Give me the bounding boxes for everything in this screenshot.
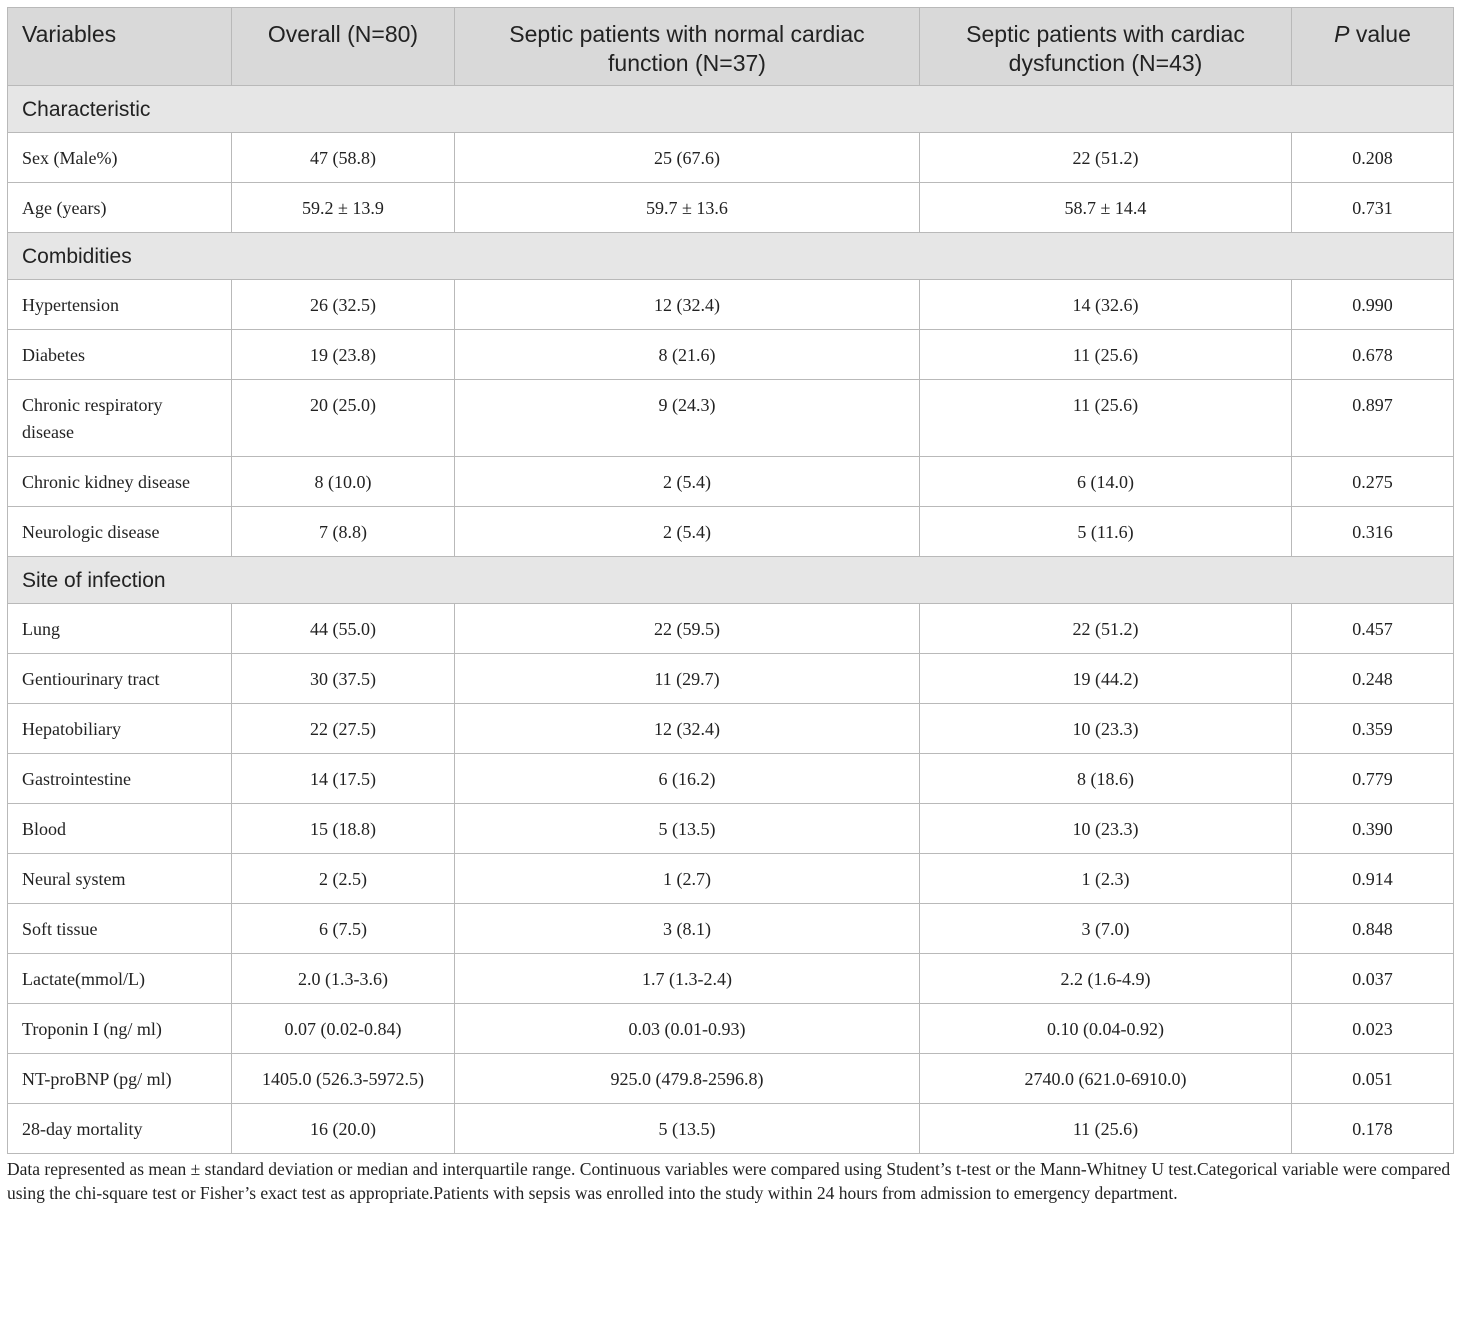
p-value-suffix: value [1349, 21, 1411, 47]
section-site-of-infection: Site of infection [8, 557, 1454, 604]
row-label: Neurologic disease [8, 507, 232, 557]
cell-dysfunction: 3 (7.0) [920, 904, 1292, 954]
section-characteristic: Characteristic [8, 86, 1454, 133]
header-row [8, 8, 1454, 86]
cell-dysfunction: 2740.0 (621.0-6910.0) [920, 1054, 1292, 1104]
cell-overall: 8 (10.0) [232, 457, 455, 507]
cell-normal: 5 (13.5) [455, 804, 920, 854]
cell-p-value: 0.359 [1292, 704, 1454, 754]
cell-p-value: 0.316 [1292, 507, 1454, 557]
row-label: Blood [8, 804, 232, 854]
cell-dysfunction: 10 (23.3) [920, 804, 1292, 854]
cell-overall: 14 (17.5) [232, 754, 455, 804]
table-container [7, 7, 1453, 1205]
table-row [8, 183, 1454, 233]
table-row [8, 1054, 1454, 1104]
row-label: Hypertension [8, 280, 232, 330]
cell-overall: 47 (58.8) [232, 133, 455, 183]
header-p-value [1292, 8, 1454, 86]
cell-normal: 6 (16.2) [455, 754, 920, 804]
cell-overall: 19 (23.8) [232, 330, 455, 380]
cell-normal: 2 (5.4) [455, 507, 920, 557]
cell-dysfunction: 6 (14.0) [920, 457, 1292, 507]
row-label: Chronic kidney disease [8, 457, 232, 507]
row-label: Age (years) [8, 183, 232, 233]
cell-dysfunction: 14 (32.6) [920, 280, 1292, 330]
cell-p-value: 0.248 [1292, 654, 1454, 704]
table-footnote: Data represented as mean ± standard deviation or median and interquartile range. Continuous variables were compared using Student’s t-test or the Mann-Whitney U test.Categorical variable were compared using the chi-square test or Fisher’s exact test as appropriate.Patients with sepsis was enrolled into the study within 24 hours from admission to emergency department. [7, 1159, 1451, 1203]
cell-overall: 15 (18.8) [232, 804, 455, 854]
cell-p-value: 0.051 [1292, 1054, 1454, 1104]
cell-p-value: 0.897 [1292, 380, 1454, 457]
table-row [8, 380, 1454, 457]
table-row [8, 280, 1454, 330]
table-row [8, 1104, 1454, 1154]
row-label: Hepatobiliary [8, 704, 232, 754]
cell-p-value: 0.037 [1292, 954, 1454, 1004]
cell-p-value: 0.178 [1292, 1104, 1454, 1154]
cell-normal: 11 (29.7) [455, 654, 920, 704]
cell-p-value: 0.731 [1292, 183, 1454, 233]
cell-overall: 22 (27.5) [232, 704, 455, 754]
cell-p-value: 0.208 [1292, 133, 1454, 183]
table-row [8, 754, 1454, 804]
table-row [8, 604, 1454, 654]
table-row [8, 954, 1454, 1004]
section-combidities: Combidities [8, 233, 1454, 280]
cell-p-value: 0.914 [1292, 854, 1454, 904]
cell-normal: 5 (13.5) [455, 1104, 920, 1154]
cell-p-value: 0.275 [1292, 457, 1454, 507]
table-body [8, 86, 1454, 1154]
row-label: Gentiourinary tract [8, 654, 232, 704]
header-cardiac-dysfunction: Septic patients with cardiac dysfunction (N=43) [920, 8, 1292, 86]
cell-overall: 26 (32.5) [232, 280, 455, 330]
row-label: 28-day mortality [8, 1104, 232, 1154]
cell-dysfunction: 11 (25.6) [920, 1104, 1292, 1154]
table-row [8, 804, 1454, 854]
cell-p-value: 0.779 [1292, 754, 1454, 804]
cell-normal: 9 (24.3) [455, 380, 920, 457]
table-row [8, 330, 1454, 380]
table-row [8, 704, 1454, 754]
cell-overall: 2 (2.5) [232, 854, 455, 904]
table-row [8, 133, 1454, 183]
cell-overall: 16 (20.0) [232, 1104, 455, 1154]
table-header [8, 8, 1454, 86]
cell-p-value: 0.678 [1292, 330, 1454, 380]
cell-normal: 12 (32.4) [455, 280, 920, 330]
table-row [8, 507, 1454, 557]
cell-overall: 30 (37.5) [232, 654, 455, 704]
row-label: Lactate(mmol/L) [8, 954, 232, 1004]
section-row [8, 233, 1454, 280]
cell-normal: 22 (59.5) [455, 604, 920, 654]
cell-overall: 59.2 ± 13.9 [232, 183, 455, 233]
cell-normal: 925.0 (479.8-2596.8) [455, 1054, 920, 1104]
row-label: Neural system [8, 854, 232, 904]
row-label: Gastrointestine [8, 754, 232, 804]
cell-normal: 3 (8.1) [455, 904, 920, 954]
cell-normal: 0.03 (0.01-0.93) [455, 1004, 920, 1054]
table-row [8, 654, 1454, 704]
data-table [7, 7, 1454, 1154]
row-label: Chronic respiratory disease [8, 380, 232, 457]
cell-normal: 2 (5.4) [455, 457, 920, 507]
cell-overall: 44 (55.0) [232, 604, 455, 654]
row-label: NT-proBNP (pg/ ml) [8, 1054, 232, 1104]
table-row [8, 457, 1454, 507]
p-italic: P [1334, 21, 1350, 47]
cell-overall: 0.07 (0.02-0.84) [232, 1004, 455, 1054]
cell-dysfunction: 10 (23.3) [920, 704, 1292, 754]
header-overall: Overall (N=80) [232, 8, 455, 86]
cell-normal: 8 (21.6) [455, 330, 920, 380]
cell-dysfunction: 8 (18.6) [920, 754, 1292, 804]
table-row [8, 854, 1454, 904]
cell-normal: 12 (32.4) [455, 704, 920, 754]
cell-p-value: 0.390 [1292, 804, 1454, 854]
cell-dysfunction: 22 (51.2) [920, 133, 1292, 183]
section-row [8, 86, 1454, 133]
cell-overall: 2.0 (1.3-3.6) [232, 954, 455, 1004]
cell-overall: 6 (7.5) [232, 904, 455, 954]
cell-dysfunction: 22 (51.2) [920, 604, 1292, 654]
header-variables: Variables [8, 8, 232, 86]
cell-normal: 1.7 (1.3-2.4) [455, 954, 920, 1004]
row-label: Lung [8, 604, 232, 654]
cell-overall: 1405.0 (526.3-5972.5) [232, 1054, 455, 1104]
cell-overall: 20 (25.0) [232, 380, 455, 457]
cell-dysfunction: 19 (44.2) [920, 654, 1292, 704]
cell-dysfunction: 5 (11.6) [920, 507, 1292, 557]
cell-dysfunction: 11 (25.6) [920, 380, 1292, 457]
row-label: Soft tissue [8, 904, 232, 954]
cell-p-value: 0.990 [1292, 280, 1454, 330]
cell-dysfunction: 58.7 ± 14.4 [920, 183, 1292, 233]
cell-p-value: 0.457 [1292, 604, 1454, 654]
table-row [8, 1004, 1454, 1054]
table-row [8, 904, 1454, 954]
cell-dysfunction: 11 (25.6) [920, 330, 1292, 380]
cell-normal: 1 (2.7) [455, 854, 920, 904]
cell-p-value: 0.023 [1292, 1004, 1454, 1054]
cell-dysfunction: 1 (2.3) [920, 854, 1292, 904]
row-label: Troponin I (ng/ ml) [8, 1004, 232, 1054]
cell-dysfunction: 0.10 (0.04-0.92) [920, 1004, 1292, 1054]
section-row [8, 557, 1454, 604]
cell-overall: 7 (8.8) [232, 507, 455, 557]
cell-dysfunction: 2.2 (1.6-4.9) [920, 954, 1292, 1004]
row-label: Diabetes [8, 330, 232, 380]
cell-normal: 59.7 ± 13.6 [455, 183, 920, 233]
cell-normal: 25 (67.6) [455, 133, 920, 183]
row-label: Sex (Male%) [8, 133, 232, 183]
cell-p-value: 0.848 [1292, 904, 1454, 954]
header-normal-cardiac: Septic patients with normal cardiac function (N=37) [455, 8, 920, 86]
